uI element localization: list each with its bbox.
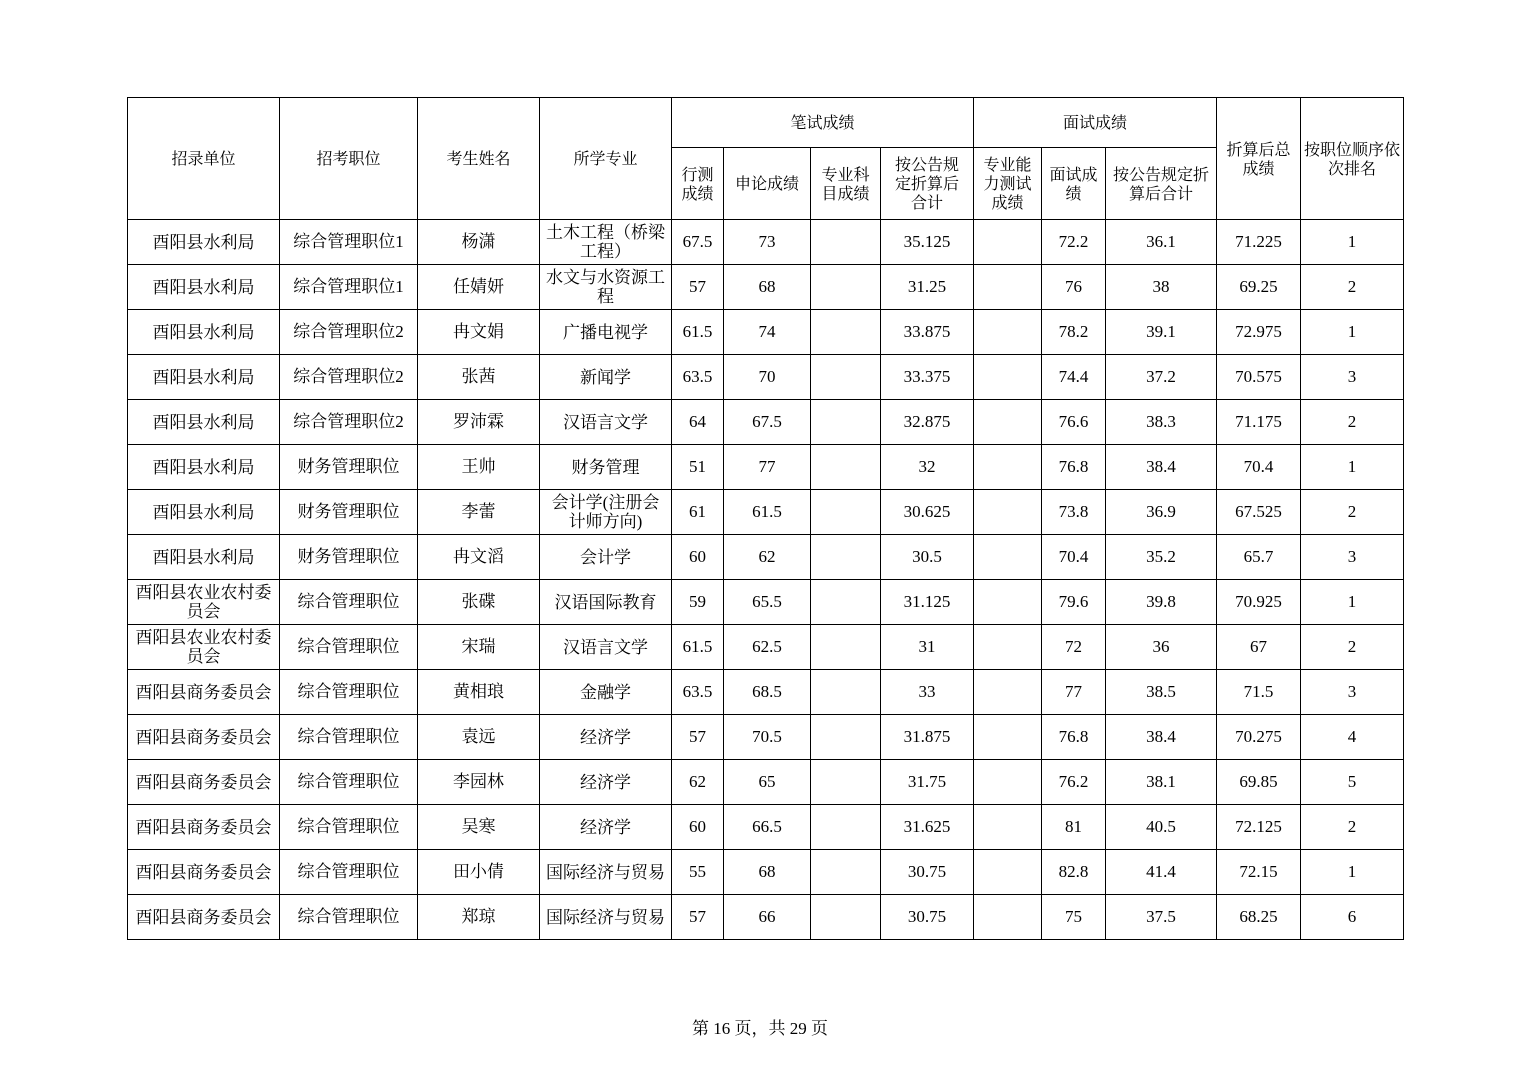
cell-interview: 74.4	[1042, 355, 1106, 400]
cell-unit	[128, 355, 280, 400]
cell-unit-text: 酉阳县农业农村委员会	[135, 583, 272, 621]
cell-shenlun: 68.5	[724, 670, 811, 715]
table-row	[128, 805, 1404, 850]
cell-interview-converted: 39.1	[1106, 310, 1217, 355]
cell-xingce: 57	[672, 265, 724, 310]
cell-total: 69.25	[1217, 265, 1301, 310]
cell-rank: 3	[1301, 670, 1404, 715]
cell-written-converted: 31.875	[881, 715, 974, 760]
cell-major-text: 国际经济与贸易	[546, 862, 665, 882]
cell-shenlun: 67.5	[724, 400, 811, 445]
cell-major	[540, 265, 672, 310]
cell-ability	[974, 580, 1042, 625]
cell-total: 70.275	[1217, 715, 1301, 760]
cell-shenlun: 74	[724, 310, 811, 355]
cell-subject	[811, 400, 881, 445]
cell-total: 70.575	[1217, 355, 1301, 400]
table-row	[128, 265, 1404, 310]
cell-major	[540, 895, 672, 940]
cell-xingce: 59	[672, 580, 724, 625]
cell-unit-text: 酉阳县商务委员会	[135, 817, 272, 837]
cell-major-text: 财务管理	[571, 457, 640, 477]
header-name: 考生姓名	[418, 98, 540, 220]
cell-major-text: 汉语言文学	[563, 637, 648, 657]
cell-rank: 4	[1301, 715, 1404, 760]
cell-major-text: 会计学	[580, 547, 631, 567]
cell-name: 田小倩	[418, 850, 540, 895]
cell-unit-text: 酉阳县商务委员会	[135, 727, 272, 747]
header-interview-converted-text: 按公告规定折算后合计	[1113, 164, 1210, 203]
table-body	[128, 220, 1404, 940]
cell-ability	[974, 310, 1042, 355]
cell-shenlun: 65.5	[724, 580, 811, 625]
cell-unit	[128, 535, 280, 580]
cell-major	[540, 400, 672, 445]
cell-ability	[974, 355, 1042, 400]
header-rank-text: 按职位顺序依次排名	[1304, 139, 1401, 178]
header-total-text: 折算后总成绩	[1226, 139, 1291, 178]
cell-unit	[128, 580, 280, 625]
cell-unit	[128, 490, 280, 535]
cell-major	[540, 310, 672, 355]
cell-major-text: 广播电视学	[563, 322, 648, 342]
cell-interview-converted: 36.1	[1106, 220, 1217, 265]
cell-unit-text: 酉阳县水利局	[152, 502, 255, 522]
cell-unit-text: 酉阳县水利局	[152, 367, 255, 387]
cell-shenlun: 66.5	[724, 805, 811, 850]
cell-unit-text: 酉阳县水利局	[152, 322, 255, 342]
cell-subject	[811, 895, 881, 940]
cell-position: 财务管理职位	[280, 490, 418, 535]
cell-unit-text: 酉阳县商务委员会	[135, 772, 272, 792]
cell-major	[540, 715, 672, 760]
cell-written-converted: 32.875	[881, 400, 974, 445]
cell-position: 财务管理职位	[280, 535, 418, 580]
cell-interview: 77	[1042, 670, 1106, 715]
cell-interview-converted: 38.5	[1106, 670, 1217, 715]
cell-major-text: 水文与水资源工程	[546, 268, 665, 306]
cell-interview-converted: 38.4	[1106, 445, 1217, 490]
cell-position: 综合管理职位	[280, 760, 418, 805]
cell-rank: 2	[1301, 490, 1404, 535]
cell-total: 70.925	[1217, 580, 1301, 625]
cell-total: 72.975	[1217, 310, 1301, 355]
cell-written-converted: 31.75	[881, 760, 974, 805]
cell-major	[540, 355, 672, 400]
cell-xingce: 51	[672, 445, 724, 490]
cell-position: 综合管理职位2	[280, 310, 418, 355]
cell-name: 李蕾	[418, 490, 540, 535]
cell-written-converted: 32	[881, 445, 974, 490]
cell-unit-text: 酉阳县商务委员会	[135, 682, 272, 702]
cell-rank: 3	[1301, 355, 1404, 400]
cell-written-converted: 31.25	[881, 265, 974, 310]
header-xingce-text: 行测成绩	[681, 164, 714, 203]
table-row	[128, 760, 1404, 805]
cell-xingce: 61.5	[672, 625, 724, 670]
cell-xingce: 61.5	[672, 310, 724, 355]
cell-major	[540, 625, 672, 670]
cell-subject	[811, 445, 881, 490]
cell-shenlun: 70.5	[724, 715, 811, 760]
cell-total: 70.4	[1217, 445, 1301, 490]
cell-unit	[128, 760, 280, 805]
cell-name: 宋瑞	[418, 625, 540, 670]
cell-interview-converted: 38.1	[1106, 760, 1217, 805]
cell-major-text: 新闻学	[580, 367, 631, 387]
cell-written-converted: 31	[881, 625, 974, 670]
cell-xingce: 57	[672, 715, 724, 760]
cell-ability	[974, 670, 1042, 715]
cell-subject	[811, 850, 881, 895]
header-position: 招考职位	[280, 98, 418, 220]
cell-ability	[974, 220, 1042, 265]
cell-subject	[811, 265, 881, 310]
cell-interview: 82.8	[1042, 850, 1106, 895]
cell-ability	[974, 535, 1042, 580]
cell-total: 69.85	[1217, 760, 1301, 805]
cell-unit-text: 酉阳县水利局	[152, 547, 255, 567]
cell-rank: 1	[1301, 310, 1404, 355]
page-number: 第 16 页，共 29 页	[692, 1019, 828, 1038]
cell-interview: 76.8	[1042, 715, 1106, 760]
cell-interview: 73.8	[1042, 490, 1106, 535]
cell-written-converted: 30.5	[881, 535, 974, 580]
cell-rank: 6	[1301, 895, 1404, 940]
cell-written-converted: 30.75	[881, 850, 974, 895]
cell-unit	[128, 850, 280, 895]
cell-major-text: 国际经济与贸易	[546, 907, 665, 927]
cell-shenlun: 65	[724, 760, 811, 805]
cell-name: 袁远	[418, 715, 540, 760]
cell-shenlun: 77	[724, 445, 811, 490]
header-shenlun: 申论成绩	[724, 148, 811, 220]
cell-unit	[128, 400, 280, 445]
cell-xingce: 60	[672, 535, 724, 580]
cell-interview: 79.6	[1042, 580, 1106, 625]
cell-major	[540, 535, 672, 580]
cell-major	[540, 490, 672, 535]
cell-name: 吴寒	[418, 805, 540, 850]
cell-major-text: 土木工程（桥梁工程）	[546, 223, 665, 261]
cell-interview: 72	[1042, 625, 1106, 670]
cell-interview-converted: 36	[1106, 625, 1217, 670]
header-interview-converted	[1106, 148, 1217, 220]
cell-xingce: 57	[672, 895, 724, 940]
cell-interview-converted: 38.4	[1106, 715, 1217, 760]
cell-total: 71.175	[1217, 400, 1301, 445]
table-row	[128, 400, 1404, 445]
header-interview	[1042, 148, 1106, 220]
header-subject-text: 专业科目成绩	[821, 164, 870, 203]
cell-xingce: 61	[672, 490, 724, 535]
cell-interview-converted: 36.9	[1106, 490, 1217, 535]
cell-name: 罗沛霖	[418, 400, 540, 445]
cell-name: 李园林	[418, 760, 540, 805]
table-row	[128, 715, 1404, 760]
cell-interview-converted: 39.8	[1106, 580, 1217, 625]
cell-shenlun: 70	[724, 355, 811, 400]
cell-rank: 2	[1301, 400, 1404, 445]
cell-interview: 76.6	[1042, 400, 1106, 445]
cell-interview-converted: 35.2	[1106, 535, 1217, 580]
cell-interview: 70.4	[1042, 535, 1106, 580]
cell-name: 杨潇	[418, 220, 540, 265]
cell-ability	[974, 490, 1042, 535]
cell-total: 72.125	[1217, 805, 1301, 850]
cell-name: 张茜	[418, 355, 540, 400]
cell-written-converted: 33.875	[881, 310, 974, 355]
table-row	[128, 625, 1404, 670]
cell-major-text: 金融学	[580, 682, 631, 702]
table-row	[128, 535, 1404, 580]
cell-rank: 3	[1301, 535, 1404, 580]
cell-major-text: 经济学	[580, 772, 631, 792]
cell-subject	[811, 715, 881, 760]
cell-ability	[974, 625, 1042, 670]
cell-interview-converted: 37.5	[1106, 895, 1217, 940]
cell-position: 综合管理职位1	[280, 265, 418, 310]
cell-position: 综合管理职位	[280, 625, 418, 670]
cell-position: 综合管理职位2	[280, 355, 418, 400]
cell-interview-converted: 37.2	[1106, 355, 1217, 400]
table-row	[128, 895, 1404, 940]
cell-xingce: 63.5	[672, 355, 724, 400]
cell-total: 68.25	[1217, 895, 1301, 940]
cell-major	[540, 670, 672, 715]
cell-position: 综合管理职位	[280, 895, 418, 940]
cell-written-converted: 35.125	[881, 220, 974, 265]
cell-name: 郑琼	[418, 895, 540, 940]
table-row	[128, 445, 1404, 490]
cell-position: 综合管理职位	[280, 805, 418, 850]
cell-unit	[128, 670, 280, 715]
cell-unit-text: 酉阳县水利局	[152, 232, 255, 252]
cell-unit	[128, 805, 280, 850]
cell-ability	[974, 400, 1042, 445]
cell-name: 冉文滔	[418, 535, 540, 580]
table-row	[128, 670, 1404, 715]
cell-unit	[128, 310, 280, 355]
cell-unit	[128, 715, 280, 760]
cell-unit	[128, 265, 280, 310]
header-major: 所学专业	[540, 98, 672, 220]
cell-written-converted: 31.125	[881, 580, 974, 625]
cell-rank: 2	[1301, 625, 1404, 670]
cell-interview: 76.2	[1042, 760, 1106, 805]
header-unit: 招录单位	[128, 98, 280, 220]
cell-rank: 1	[1301, 580, 1404, 625]
cell-major	[540, 760, 672, 805]
table-row	[128, 580, 1404, 625]
cell-ability	[974, 265, 1042, 310]
cell-rank: 1	[1301, 850, 1404, 895]
cell-interview: 78.2	[1042, 310, 1106, 355]
cell-xingce: 63.5	[672, 670, 724, 715]
table-row	[128, 850, 1404, 895]
cell-name: 黄相琅	[418, 670, 540, 715]
cell-xingce: 55	[672, 850, 724, 895]
header-subject	[811, 148, 881, 220]
cell-shenlun: 73	[724, 220, 811, 265]
cell-interview: 72.2	[1042, 220, 1106, 265]
cell-shenlun: 68	[724, 850, 811, 895]
cell-position: 综合管理职位	[280, 580, 418, 625]
cell-written-converted: 30.625	[881, 490, 974, 535]
cell-subject	[811, 220, 881, 265]
cell-unit-text: 酉阳县水利局	[152, 277, 255, 297]
cell-major	[540, 580, 672, 625]
cell-ability	[974, 760, 1042, 805]
cell-subject	[811, 355, 881, 400]
cell-total: 67.525	[1217, 490, 1301, 535]
cell-written-converted: 31.625	[881, 805, 974, 850]
cell-ability	[974, 895, 1042, 940]
cell-rank: 5	[1301, 760, 1404, 805]
cell-subject	[811, 580, 881, 625]
cell-major	[540, 850, 672, 895]
cell-unit	[128, 625, 280, 670]
header-written-group: 笔试成绩	[672, 98, 974, 148]
header-written-converted	[881, 148, 974, 220]
header-interview-group: 面试成绩	[974, 98, 1217, 148]
cell-position: 综合管理职位2	[280, 400, 418, 445]
header-interview-text: 面试成绩	[1049, 164, 1098, 203]
cell-xingce: 64	[672, 400, 724, 445]
cell-rank: 1	[1301, 220, 1404, 265]
cell-written-converted: 33	[881, 670, 974, 715]
cell-total: 71.5	[1217, 670, 1301, 715]
cell-unit	[128, 895, 280, 940]
cell-subject	[811, 760, 881, 805]
header-ability	[974, 148, 1042, 220]
cell-unit-text: 酉阳县商务委员会	[135, 862, 272, 882]
cell-ability	[974, 715, 1042, 760]
cell-name: 王帅	[418, 445, 540, 490]
cell-position: 综合管理职位	[280, 670, 418, 715]
cell-subject	[811, 670, 881, 715]
cell-interview-converted: 41.4	[1106, 850, 1217, 895]
cell-unit-text: 酉阳县水利局	[152, 457, 255, 477]
cell-interview: 81	[1042, 805, 1106, 850]
table-row	[128, 310, 1404, 355]
cell-interview: 76.8	[1042, 445, 1106, 490]
cell-rank: 1	[1301, 445, 1404, 490]
cell-unit	[128, 445, 280, 490]
cell-shenlun: 61.5	[724, 490, 811, 535]
table-row	[128, 490, 1404, 535]
cell-total: 65.7	[1217, 535, 1301, 580]
cell-written-converted: 33.375	[881, 355, 974, 400]
cell-xingce: 62	[672, 760, 724, 805]
cell-written-converted: 30.75	[881, 895, 974, 940]
cell-subject	[811, 805, 881, 850]
cell-major-text: 会计学(注册会计师方向)	[551, 493, 660, 531]
cell-major-text: 经济学	[580, 817, 631, 837]
cell-interview-converted: 40.5	[1106, 805, 1217, 850]
cell-name: 任婧妍	[418, 265, 540, 310]
cell-name: 冉文娟	[418, 310, 540, 355]
cell-rank: 2	[1301, 805, 1404, 850]
cell-subject	[811, 310, 881, 355]
cell-position: 综合管理职位	[280, 715, 418, 760]
cell-major-text: 经济学	[580, 727, 631, 747]
cell-position: 财务管理职位	[280, 445, 418, 490]
cell-position: 综合管理职位	[280, 850, 418, 895]
cell-xingce: 60	[672, 805, 724, 850]
table-row	[128, 220, 1404, 265]
cell-subject	[811, 490, 881, 535]
cell-shenlun: 62	[724, 535, 811, 580]
cell-major-text: 汉语言文学	[563, 412, 648, 432]
cell-position: 综合管理职位1	[280, 220, 418, 265]
cell-major	[540, 445, 672, 490]
cell-interview-converted: 38	[1106, 265, 1217, 310]
cell-major-text: 汉语国际教育	[554, 592, 657, 612]
cell-major	[540, 220, 672, 265]
header-written-converted-text: 按公告规定折算后合计	[894, 155, 959, 212]
cell-rank: 2	[1301, 265, 1404, 310]
cell-subject	[811, 535, 881, 580]
cell-total: 67	[1217, 625, 1301, 670]
cell-interview: 76	[1042, 265, 1106, 310]
header-ability-text: 专业能力测试成绩	[983, 155, 1032, 212]
cell-unit-text: 酉阳县商务委员会	[135, 907, 272, 927]
cell-total: 71.225	[1217, 220, 1301, 265]
cell-shenlun: 62.5	[724, 625, 811, 670]
table-row	[128, 355, 1404, 400]
cell-shenlun: 68	[724, 265, 811, 310]
cell-subject	[811, 625, 881, 670]
cell-unit-text: 酉阳县农业农村委员会	[135, 628, 272, 666]
header-rank	[1301, 98, 1404, 220]
cell-total: 72.15	[1217, 850, 1301, 895]
cell-interview-converted: 38.3	[1106, 400, 1217, 445]
cell-xingce: 67.5	[672, 220, 724, 265]
cell-unit	[128, 220, 280, 265]
cell-major	[540, 805, 672, 850]
cell-ability	[974, 805, 1042, 850]
header-xingce	[672, 148, 724, 220]
cell-ability	[974, 850, 1042, 895]
cell-unit-text: 酉阳县水利局	[152, 412, 255, 432]
header-total	[1217, 98, 1301, 220]
cell-interview: 75	[1042, 895, 1106, 940]
cell-ability	[974, 445, 1042, 490]
cell-name: 张碟	[418, 580, 540, 625]
results-table	[127, 97, 1404, 940]
cell-shenlun: 66	[724, 895, 811, 940]
